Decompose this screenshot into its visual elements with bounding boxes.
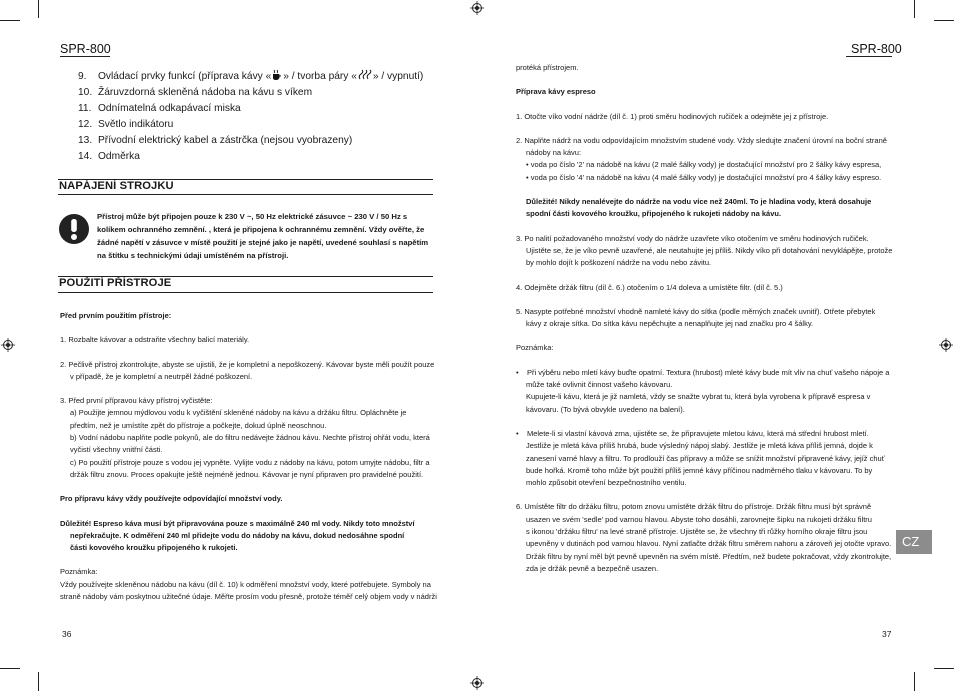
crop-mark (934, 20, 954, 21)
section-rule (58, 292, 433, 293)
page-number-right: 37 (882, 629, 892, 639)
bold-note: nepřekračujte. K odměření 240 ml přidejte vodu do nádoby na kávu, dokud nedosáhne spodní (70, 530, 405, 540)
paragraph: protéká přístrojem. (516, 63, 579, 72)
note-label: Poznámka: (516, 343, 554, 353)
registration-mark-icon (470, 676, 484, 690)
list-item: 11. Odnímatelná odkapávací miska (78, 102, 241, 114)
paragraph: 6. Umístěte filtr do držáku filtru, potom znovu umístěte držák filtru do přístroje. Držák filtru musí být správně (516, 502, 872, 512)
paragraph: 2. Pečlivě přístroj zkontrolujte, abyste se ujistili, že je kompletní a nepoškozený. Kávovar byste měli použít pouze (60, 359, 435, 369)
paragraph: usazen ve svém 'sedle' pod varnou hlavou. Abyste toho dosáhli, zarovnejte šipku na rukojeti držáku filtru (526, 514, 872, 524)
paragraph: vyčistí všechny vnitřní části. (70, 445, 163, 455)
paragraph: 4. Odejměte držák filtru (díl č. 6.) otočením o 1/4 doleva a umístěte filtr. (díl č. 5.) (516, 282, 783, 292)
paragraph: 2. Naplňte nádrž na vodu odpovídajícím množstvím studené vody. Vždy sledujte značení úrovní na boční straně (516, 135, 887, 145)
subheading: Příprava kávy espreso (516, 87, 596, 97)
paragraph: nádoby na kávu: (526, 148, 582, 158)
crop-mark (914, 0, 915, 18)
paragraph: kávovaru. (To bývá obvykle uvedeno na balení). (526, 404, 685, 414)
registration-mark-icon (939, 338, 953, 352)
paragraph: zanesení varné hlavy a filtru. To prodlouží čas přípravy a může se snížit množství připravené kávy, jejíž chuť (526, 453, 885, 463)
paragraph: v případě, že je kompletní a neutrpěl žádné poškození. (70, 371, 253, 381)
bullet-item: • Při výběru nebo mletí kávy buďte opatrní. Textura (hrubost) mleté kávy bude mít vliv na chuť vašeho nápoje a (516, 367, 890, 377)
paragraph: kávy z okraje sítka. Do sítka kávu nepěchujte a nenaplňujte jej nad značku pro 4 šálky. (526, 319, 814, 329)
registration-mark-icon (470, 1, 484, 15)
list-item: 13. Přívodní elektrický kabel a zástrčka (nejsou vyobrazeny) (78, 134, 353, 146)
note-label: Poznámka: (60, 567, 98, 577)
paragraph: 3. Po nalití požadovaného množství vody do nádrže uzavřete víko otočením ve směru hodinových ručiček. (516, 233, 869, 243)
paragraph: by mohlo dojít k poškození nádrže na vodu nebo závitu. (526, 258, 712, 268)
paragraph: c) Po použití přístroje pouze s vodou jej vypněte. Vylijte vodu z nádoby na kávu, potom umyjte nádobu, filtr a (70, 457, 430, 467)
header-rule-left (60, 56, 110, 57)
model-label-right: SPR-800 (851, 42, 902, 56)
paragraph: 5. Nasypte potřebné množství vhodně namleté kávy do sítka (podle měrných značek uvnitř). Otřete přebytek (516, 306, 876, 316)
paragraph: zda je držák pevně a bezpečně usazen. (526, 563, 659, 573)
bold-note: spodní části kovového kroužku, připojeného k rukojeti nádoby na kávu. (526, 209, 782, 219)
list-item: 12. Světlo indikátoru (78, 118, 174, 130)
bold-note: Pro přípravu kávy vždy používejte odpovídající množství vody. (60, 494, 283, 504)
bold-note: části kovového kroužku připojeného k rukojeti. (70, 543, 238, 553)
bold-note: Důležité! Espreso káva musí být připravována pouze s maximálně 240 ml vody. Nikdy toto množství (60, 518, 415, 528)
paragraph: straně nádoby vám poskytnou užitečné údaje. Měřte prosím vodu přesně, protože téměř celý objem vody v nádrži (60, 592, 437, 602)
paragraph: s ikonou 'držáku filtru' na levé straně přístroje. Ujistěte se, že všechny tři růžky horního okraje filtru jsou (526, 527, 868, 537)
list-item: 14. Odměrka (78, 150, 140, 162)
registration-mark-icon (1, 338, 15, 352)
crop-mark (38, 0, 39, 18)
crop-mark (0, 668, 20, 669)
exclamation-circle-icon (58, 213, 90, 245)
paragraph: 1. Otočte víko vodní nádrže (díl č. 1) proti směru hodinových ručiček a odejměte jej z přístroje. (516, 111, 829, 121)
paragraph: Ujistěte se, že je víko pevně uzavřené, ale neutahujte jej příliš. Nikdy víko při dotahování nevyklápějte, protože (526, 245, 893, 255)
bullet-item: • Melete-li si vlastní kávová zrna, ujistěte se, že připravujete mletou kávu, která má střední hrubost mletí. (516, 428, 869, 438)
page-number-left: 36 (62, 629, 72, 639)
left-body-text (60, 310, 440, 603)
paragraph: • voda po číslo '2' na nádobě na kávu (2 malé šálky vody) je dostačující množství pro 2 šálky kávy espresa, (526, 160, 882, 170)
right-body-text (516, 62, 896, 575)
paragraph: 3. Před první přípravou kávy přístroj vyčistěte: (60, 396, 213, 406)
paragraph: b) Vodní nádobu naplňte podle pokynů, ale do filtru nedávejte žádnou kávu. Nechte přístroj ohřát vodu, která (70, 433, 430, 443)
parts-list (78, 69, 423, 164)
paragraph: bude hořká. Kromě toho může být použití příliš jemné kávy příčinou nadměrného tlaku v kávovaru. To by (526, 465, 873, 475)
language-tab: CZ (896, 530, 932, 554)
section-rule (58, 194, 433, 195)
section-heading-usage: POUŽITÍ PŘÍSTROJE (59, 277, 172, 289)
paragraph: • voda po číslo '4' na nádobě na kávu (4 malé šálky vody) je dostačující množství pro 4 šálky kávy espreso. (526, 172, 882, 182)
paragraph: 1. Rozbalte kávovar a odstraňte všechny balicí materiály. (60, 335, 250, 345)
paragraph: a) Použijte jemnou mýdlovou vodu k vyčištění skleněné nádoby na kávu a držáku filtru. Opláchněte je (70, 408, 407, 418)
coffee-cup-icon (272, 69, 282, 81)
list-item: 10. Žáruvzdorná skleněná nádoba na kávu s víkem (78, 86, 313, 98)
section-heading-power: NAPÁJENÍ STROJKU (59, 180, 174, 192)
paragraph: držák filtru znovu. Proces opakujte ještě nejméně jednou. Kávovar je nyní připraven pro pravidelné použití. (70, 469, 424, 479)
bold-note: Důležité! Nikdy nenalévejte do nádrže na vodu více než 240ml. To je hladina vody, která dosahuje (526, 197, 872, 207)
paragraph: může také ovlivnit činnost vašeho kávovaru. (526, 380, 673, 390)
paragraph: Vždy používejte skleněnou nádobu na kávu (díl č. 10) k odměření množství vody, které potřebujete. Symboly na (60, 579, 431, 589)
crop-mark (38, 672, 39, 691)
paragraph: mohlo způsobit otevření bezpečnostního ventilu. (526, 478, 687, 488)
paragraph: Jestliže je mletá káva příliš hrubá, bude výsledný nápoj slabý. Jestliže je mletá káva příliš jemná, dojde k (526, 441, 873, 451)
paragraph: Držák filtru by nyní měl být pevně upevněn na svém místě. Předtím, než budete pokračovat, vždy zkontrolujte, (526, 551, 892, 561)
paragraph: předtím, než je umístíte zpět do přístroje a počkejte, dokud úplně neoschnou. (70, 420, 327, 430)
subheading: Před prvním použitím přístroje: (60, 311, 172, 320)
steam-icon (358, 69, 372, 81)
list-item: 9. Ovládací prvky funkcí (příprava kávy « » / tvorba páry « » / vypnutí) (78, 71, 424, 82)
paragraph: Kupujete-li kávu, která je již namletá, vždy se snažte vybrat tu, která byla vyrobena k přípravě espresa v (526, 392, 871, 402)
crop-mark (0, 20, 20, 21)
header-rule-right (846, 56, 892, 57)
crop-mark (934, 668, 954, 669)
paragraph: upevněny v dutinách pod varnou hlavou. Nyní zatlačte držák filtru směrem nahoru a zároveň jej otočte vpravo. (526, 539, 892, 549)
crop-mark (914, 672, 915, 691)
power-warning-text: Přístroj může být připojen pouze k 230 V ~, 50 Hz elektrické zásuvce ~ 230 V / 50 Hz s kolíkem ochranného zemnění. , která je připojena k ochrannému zemnění. Vždy ověřte, že žádné napětí v zásuvce v místě použití je stejné jako je napětí, uvedené souhlasí s napětím na štítku s technickými údaji umístěném na přístroji. (97, 212, 429, 260)
model-label-left: SPR-800 (60, 42, 111, 56)
